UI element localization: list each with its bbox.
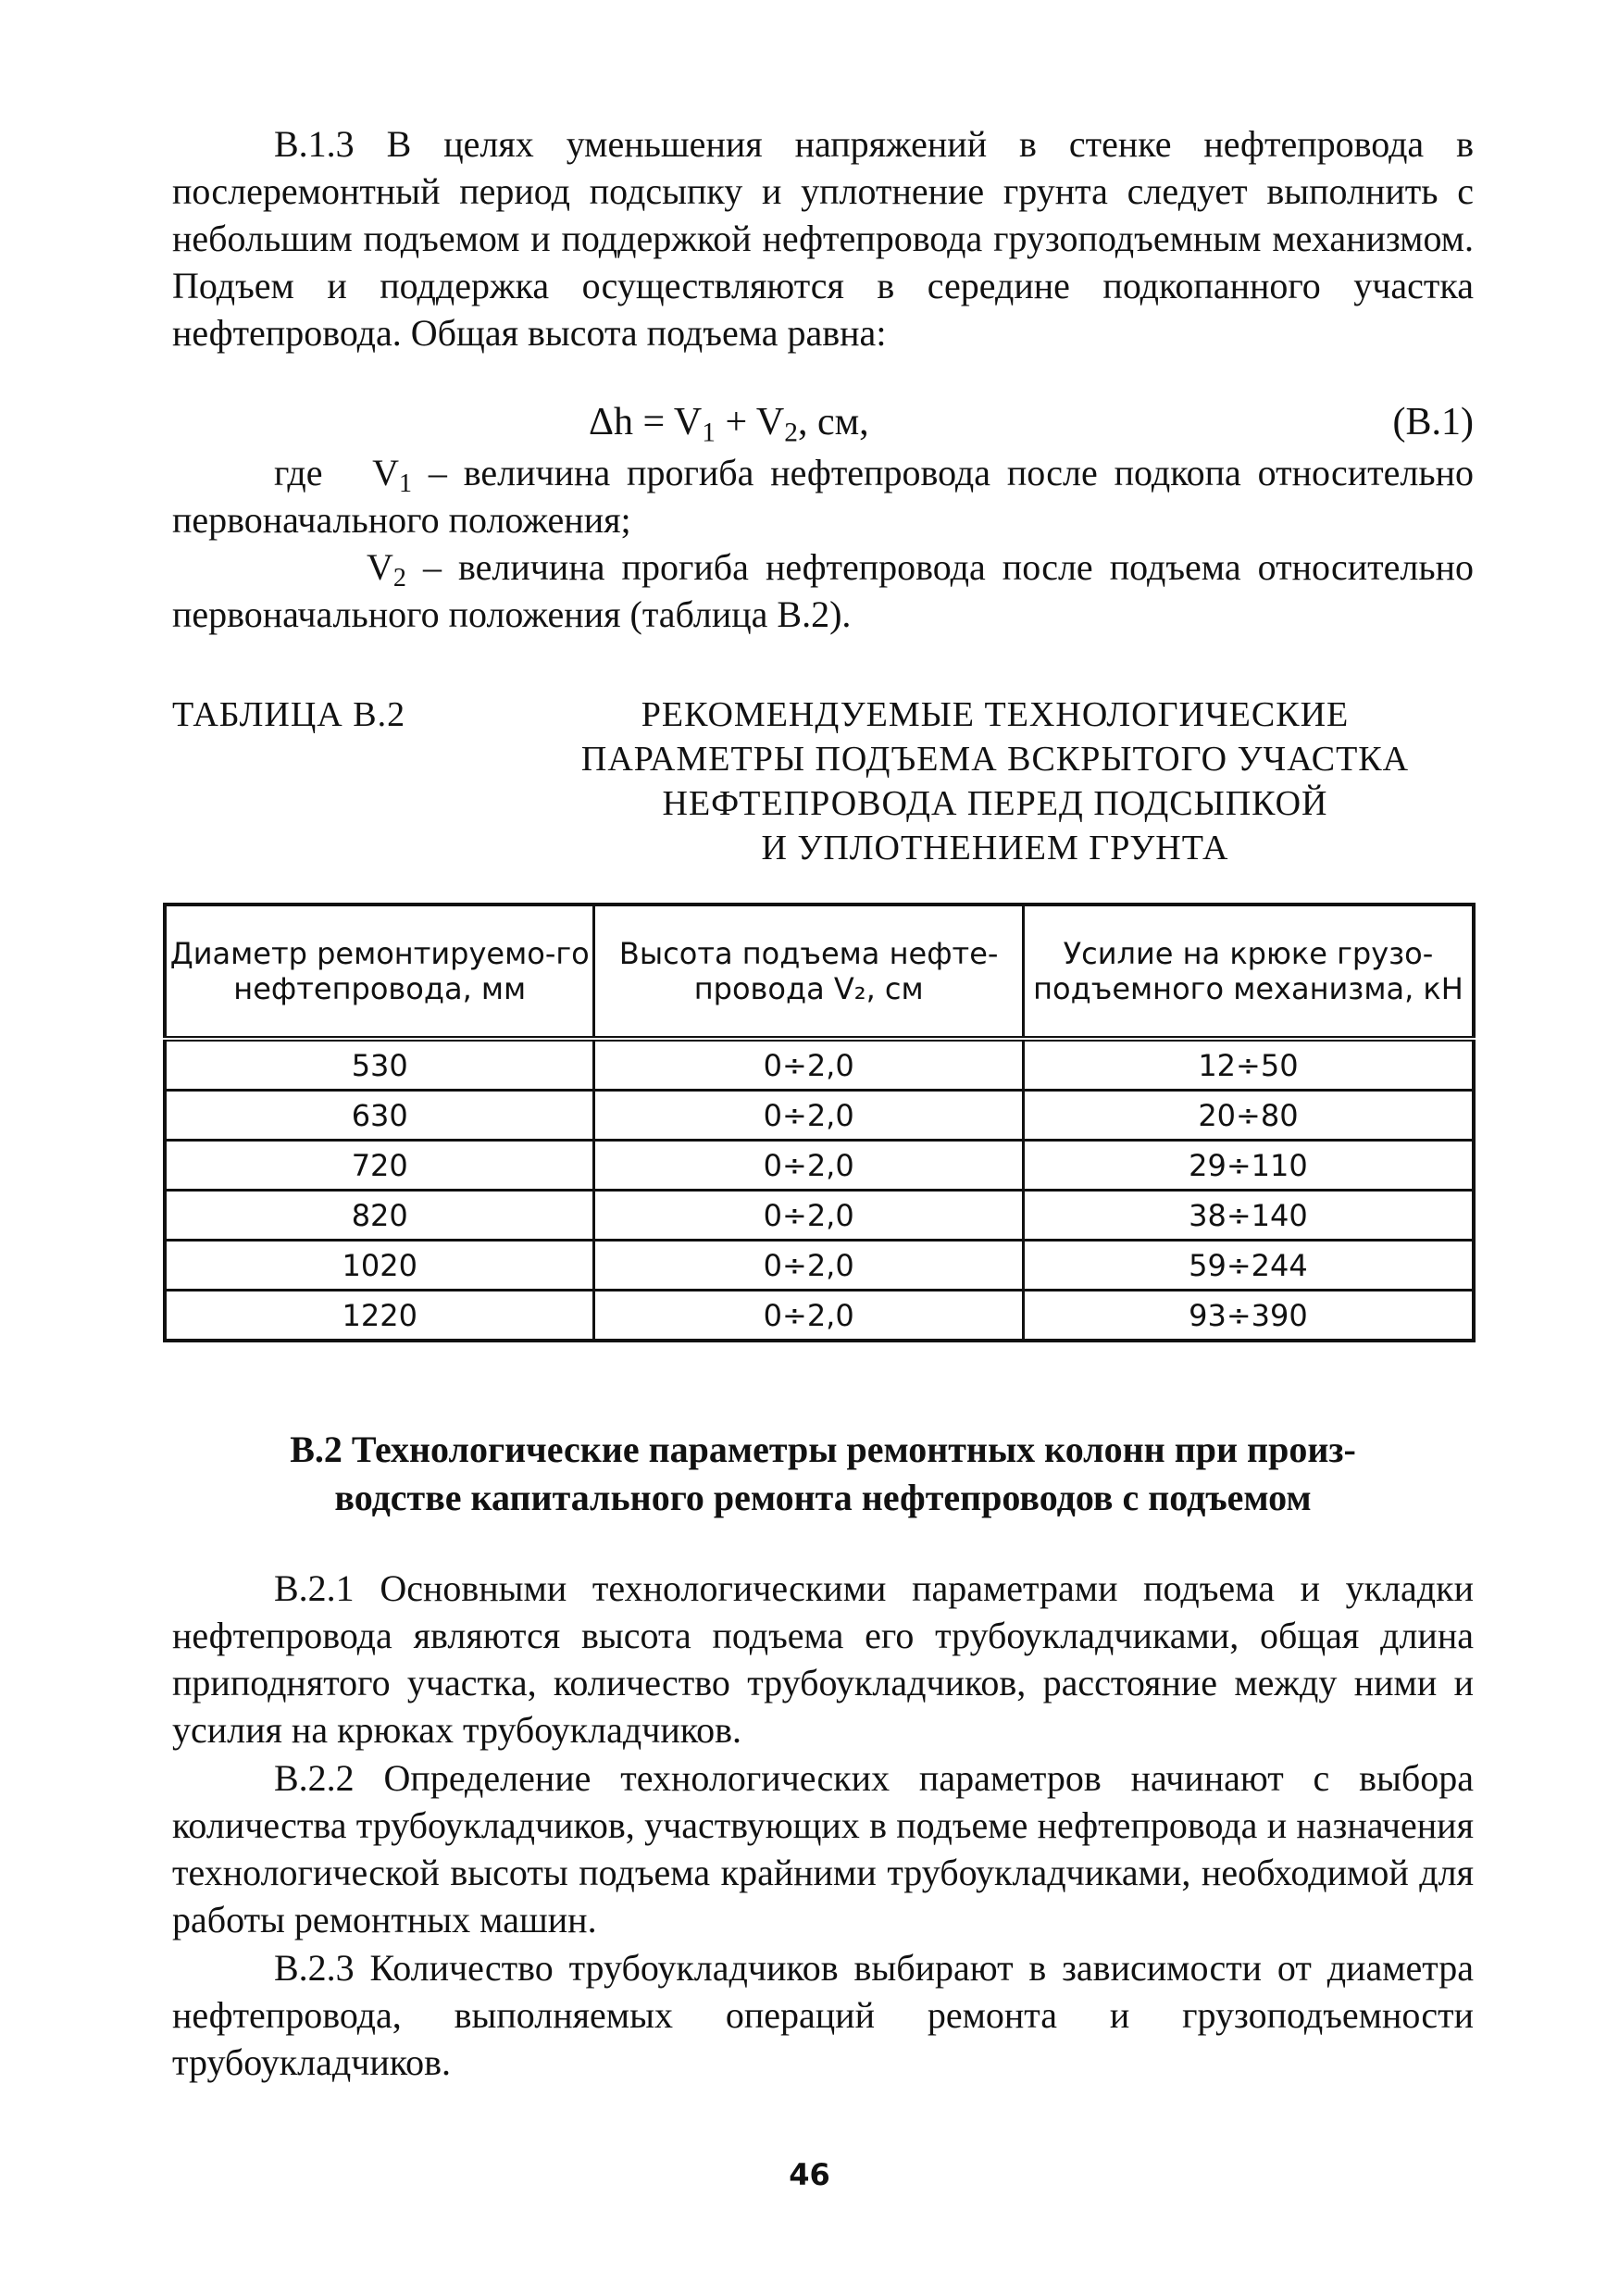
table-title-line: НЕФТЕПРОВОДА ПЕРЕД ПОДСЫПКОЙ <box>662 784 1328 823</box>
cell-hook-force: 59÷244 <box>1023 1241 1474 1291</box>
formula-number: (В.1) <box>1392 401 1474 443</box>
cell-diameter: 720 <box>165 1141 594 1191</box>
cell-diameter: 1220 <box>165 1291 594 1341</box>
cell-lift-height: 0÷2,0 <box>594 1241 1023 1291</box>
cell-diameter: 1020 <box>165 1241 594 1291</box>
paragraph-b13: В.1.3 В целях уменьшения напряжений в стенке нефтепровода в послеремонтный период подсыпку и уплотнение грунта следует выполнить с небольшим подъемом и поддержкой нефтепровода грузоподъемным механизмом. Подъем и поддержка осуществляются в середине подкопанного участка нефтепровода. Общая высота подъема равна: <box>172 123 1474 354</box>
table-title-line: РЕКОМЕНДУЕМЫЕ ТЕХНОЛОГИЧЕСКИЕ <box>641 695 1350 734</box>
cell-diameter: 820 <box>165 1191 594 1241</box>
cell-hook-force: 29÷110 <box>1023 1141 1474 1191</box>
formula-b1 <box>172 398 1474 446</box>
cell-diameter: 530 <box>165 1039 594 1091</box>
table-title-line: И УПЛОТНЕНИЕМ ГРУНТА <box>761 829 1229 867</box>
cell-lift-height: 0÷2,0 <box>594 1039 1023 1091</box>
formula-expression: $\Delta h = V_1 + V_2$, см, <box>589 401 869 448</box>
table-header-row <box>165 905 1474 1039</box>
header-diameter: Диаметр ремонтируемо-го нефтепровода, мм <box>165 905 594 1039</box>
cell-lift-height: 0÷2,0 <box>594 1141 1023 1191</box>
header-lift-height: Высота подъема нефте-провода V₂, см <box>594 905 1023 1039</box>
paragraph-b21: В.2.1 Основными технологическими параметрами подъема и укладки нефтепровода являются высота подъема его трубоукладчиками, общая длина приподнятого участка, количество трубоукладчиков, расстояние между ними и усилия на крюках трубоукладчиков. <box>172 1567 1474 1751</box>
table-title <box>518 693 1472 870</box>
cell-hook-force: 20÷80 <box>1023 1091 1474 1141</box>
cell-lift-height: 0÷2,0 <box>594 1091 1023 1141</box>
header-hook-force: Усилие на крюке грузо-подъемного механизма, кН <box>1023 905 1474 1039</box>
paragraph-b23: В.2.3 Количество трубоукладчиков выбирают в зависимости от диаметра нефтепровода, выполняемых операций ремонта и грузоподъемности трубоукладчиков. <box>172 1947 1474 2083</box>
paragraph-b22: В.2.2 Определение технологических параметров начинают с выбора количества трубоукладчиков, участвующих в подъеме нефтепровода и назначения технологической высоты подъема крайними трубоукладчиками, необходимой для работы ремонтных машин. <box>172 1757 1474 1940</box>
table-row <box>165 1191 1474 1241</box>
cell-hook-force: 93÷390 <box>1023 1291 1474 1341</box>
table-label: ТАБЛИЦА В.2 <box>172 695 406 734</box>
table-row <box>165 1039 1474 1091</box>
section-heading-b2 <box>172 1426 1474 1522</box>
page-number: 46 <box>789 2157 830 2192</box>
cell-diameter: 630 <box>165 1091 594 1141</box>
cell-lift-height: 0÷2,0 <box>594 1291 1023 1341</box>
table-row <box>165 1091 1474 1141</box>
cell-lift-height: 0÷2,0 <box>594 1191 1023 1241</box>
table-row <box>165 1141 1474 1191</box>
section-heading-line: В.2 Технологические параметры ремонтных колонн при произ- <box>290 1429 1356 1470</box>
where-v1: где $V_1$ – величина прогиба нефтепровода после подкопа относительно первоначального положения; <box>172 452 1475 541</box>
table-row <box>165 1241 1474 1291</box>
cell-hook-force: 12÷50 <box>1023 1039 1474 1091</box>
cell-hook-force: 38÷140 <box>1023 1191 1474 1241</box>
parameters-table <box>163 903 1476 1342</box>
table-row <box>165 1291 1474 1341</box>
section-heading-line: водстве капитального ремонта нефтепроводов с подъемом <box>334 1477 1312 1518</box>
where-v2: $V_2$ – величина прогиба нефтепровода после подъема относительно первоначального положения (таблица В.2). <box>172 546 1474 635</box>
table-title-line: ПАРАМЕТРЫ ПОДЪЕМА ВСКРЫТОГО УЧАСТКА <box>580 740 1410 779</box>
